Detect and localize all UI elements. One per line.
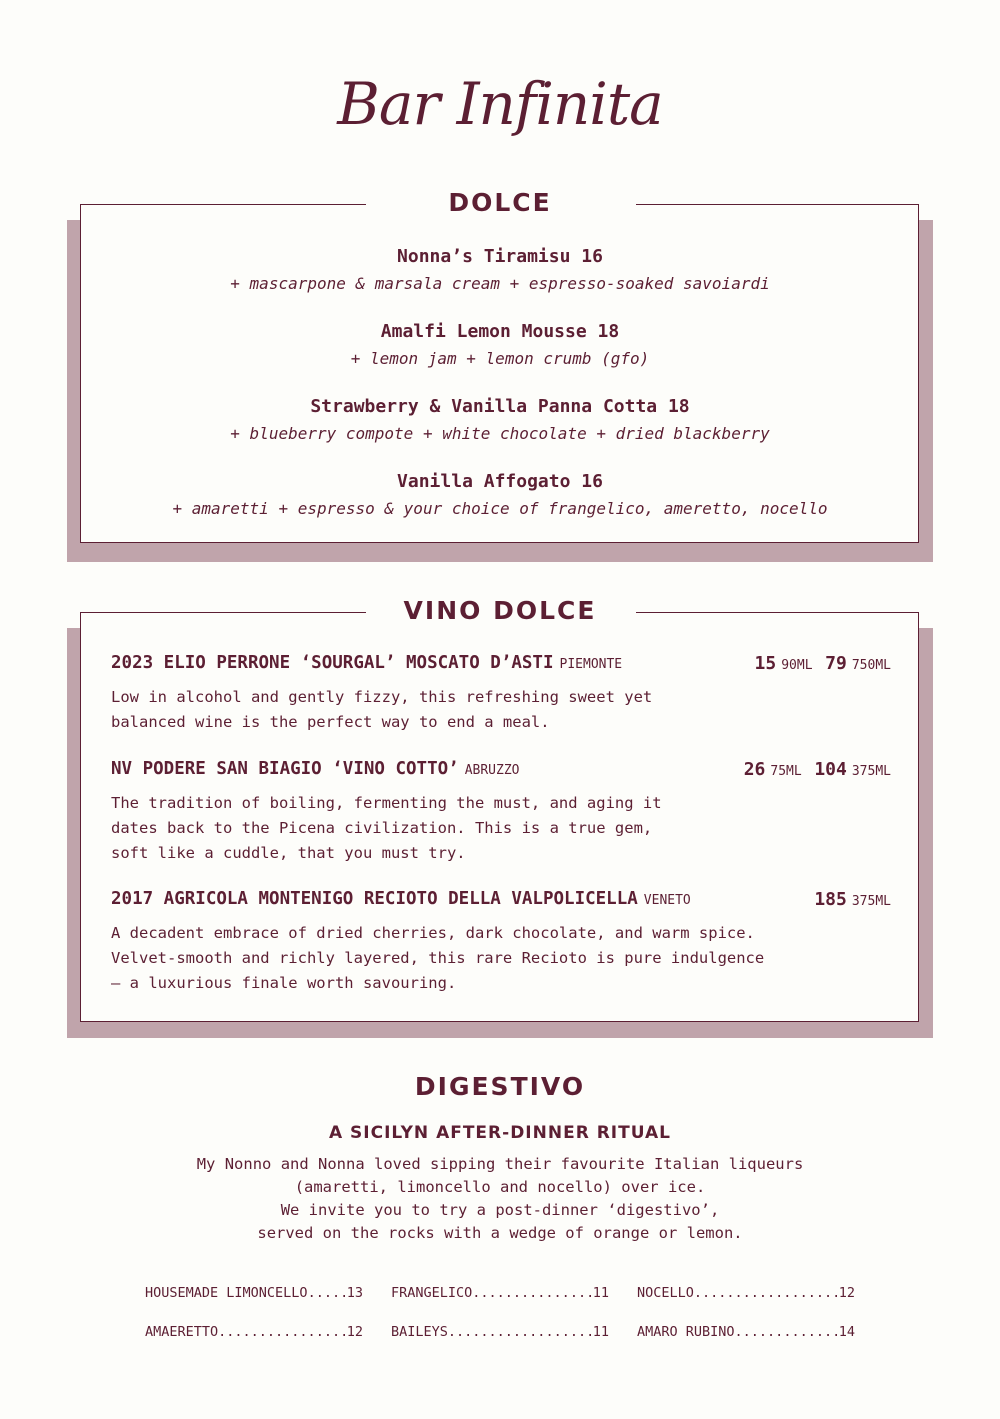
liqueur-item — [637, 1285, 855, 1301]
dolce-title: DOLCE — [448, 188, 552, 217]
intro-line: served on the rocks with a wedge of orange or lemon. — [257, 1224, 743, 1242]
wine-region: ABRUZZO — [464, 763, 520, 778]
liqueur-price: 13 — [346, 1285, 363, 1301]
liqueur-item — [637, 1324, 855, 1340]
dessert-desc: + blueberry compote + white chocolate + dried blackberry — [230, 424, 770, 443]
vino-title: VINO DOLCE — [403, 596, 597, 625]
dessert-name: Nonna’s Tiramisu 16 — [397, 246, 603, 267]
price-bottle: 79 — [825, 653, 847, 674]
dessert-desc: + lemon jam + lemon crumb (gfo) — [350, 349, 650, 368]
dessert-item — [80, 469, 920, 523]
liqueur-price: 12 — [838, 1285, 855, 1301]
dessert-item — [80, 394, 920, 448]
unit-glass: 90ML — [781, 658, 813, 673]
wine-price — [744, 759, 891, 780]
liqueur-name: AMAERETTO — [145, 1324, 219, 1340]
liqueur-item — [145, 1285, 363, 1301]
liqueur-item — [391, 1324, 609, 1340]
liqueur-name: NOCELLO — [637, 1285, 694, 1301]
wine-desc: Low in alcohol and gently fizzy, this refreshing sweet yet balanced wine is the perfect way to end a meal. — [111, 688, 653, 731]
liqueur-price: 11 — [592, 1324, 609, 1340]
wine-name: 2023 ELIO PERRONE ‘SOURGAL’ MOSCATO D’ASTI — [111, 653, 554, 673]
intro-line: My Nonno and Nonna loved sipping their favourite Italian liqueurs — [196, 1155, 804, 1173]
intro-line: We invite you to try a post-dinner ‘digestivo’, — [280, 1201, 720, 1219]
dessert-desc: + amaretti + espresso & your choice of frangelico, ameretto, nocello — [172, 499, 828, 518]
wine-item — [111, 653, 891, 735]
liqueur-name: HOUSEMADE LIMONCELLO — [145, 1285, 308, 1301]
price-glass: 26 — [743, 759, 766, 780]
digestivo-title: DIGESTIVO — [414, 1072, 586, 1101]
liqueur-price: 11 — [592, 1285, 609, 1301]
dessert-name: Vanilla Affogato 16 — [397, 471, 603, 492]
wine-region: VENETO — [643, 893, 691, 908]
wine-price — [814, 889, 891, 910]
digestivo-intro — [0, 1153, 1000, 1245]
liqueur-name: FRANGELICO — [391, 1285, 473, 1301]
dessert-item — [80, 244, 920, 298]
price-bottle: 185 — [814, 889, 847, 910]
liqueur-item — [145, 1324, 363, 1340]
wine-region: PIEMONTE — [559, 657, 623, 672]
dessert-item — [80, 319, 920, 373]
brand-logo: Bar Infinita — [337, 70, 663, 138]
intro-line: (amaretti, limoncello and nocello) over ice. — [294, 1178, 706, 1196]
price-glass: 15 — [754, 653, 777, 674]
liqueur-price: 14 — [838, 1324, 855, 1340]
wine-price — [755, 653, 891, 674]
liqueur-name: BAILEYS — [391, 1324, 448, 1340]
unit-bottle: 750ML — [851, 658, 891, 673]
digestivo-subtitle: A SICILYN AFTER-DINNER RITUAL — [328, 1123, 671, 1143]
dessert-desc: + mascarpone & marsala cream + espresso-soaked savoiardi — [230, 274, 770, 293]
wine-desc: The tradition of boiling, fermenting the must, and aging it dates back to the Picena civilization. This is a true gem, soft like a cuddle, that you must try. — [111, 794, 662, 862]
liqueur-name: AMARO RUBINO — [637, 1324, 735, 1340]
wine-name: 2017 AGRICOLA MONTENIGO RECIOTO DELLA VALPOLICELLA — [111, 889, 638, 909]
liqueur-price: 12 — [346, 1324, 363, 1340]
liqueur-item — [391, 1285, 609, 1301]
dessert-name: Strawberry & Vanilla Panna Cotta 18 — [310, 396, 690, 417]
wine-item — [111, 759, 891, 866]
unit-glass: 75ML — [770, 764, 802, 779]
unit-bottle: 375ML — [851, 894, 891, 909]
unit-bottle: 375ML — [851, 764, 891, 779]
wine-name: NV PODERE SAN BIAGIO ‘VINO COTTO’ — [111, 759, 459, 779]
dolce-list — [80, 244, 920, 544]
dessert-name: Amalfi Lemon Mousse 18 — [380, 321, 620, 342]
price-bottle: 104 — [814, 759, 847, 780]
wine-item — [111, 889, 891, 996]
wine-desc: A decadent embrace of dried cherries, dark chocolate, and warm spice. Velvet-smooth and richly layered, this rare Recioto is pure indulgence — a luxurious finale worth savouring. — [111, 924, 765, 992]
